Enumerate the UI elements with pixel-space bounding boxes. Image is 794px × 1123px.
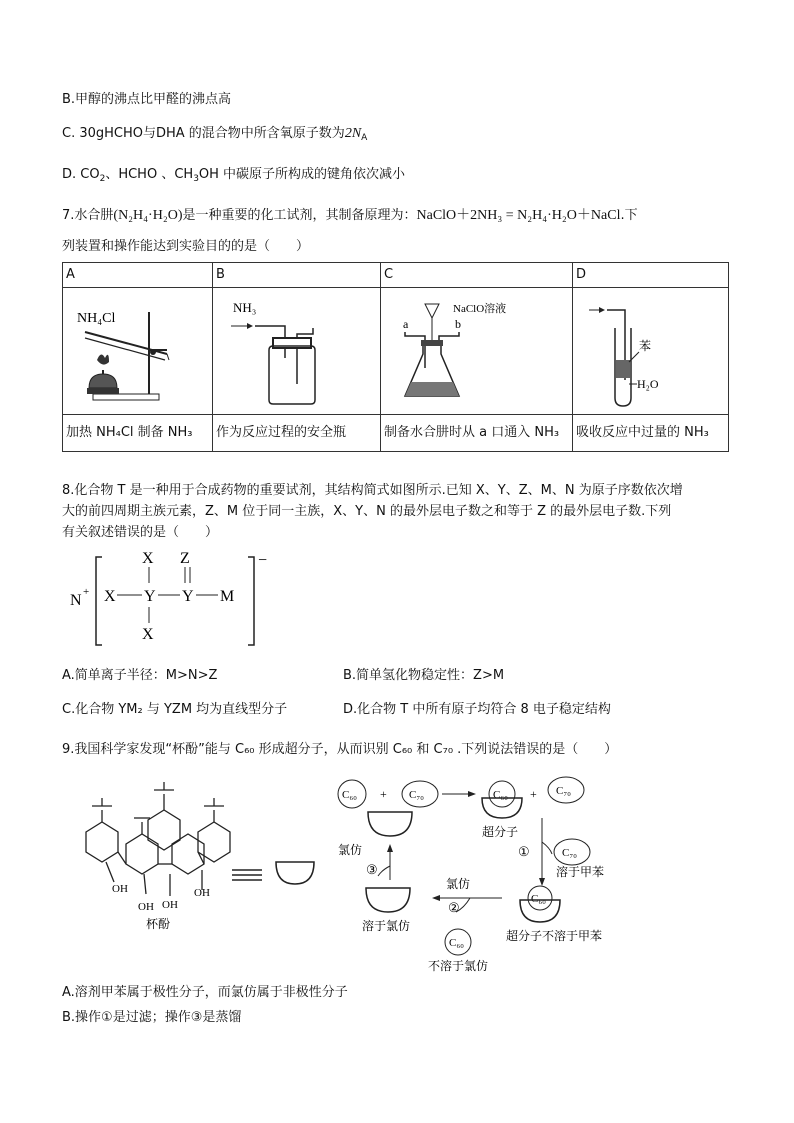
calixarene-oh-3: OH <box>162 899 178 911</box>
structure-plus: + <box>83 586 90 598</box>
structure-minus: − <box>258 552 268 569</box>
q7-formula: (N₂H₄·H₂O) <box>113 208 183 223</box>
caption-d: 吸收反应中过量的 NH₃ <box>573 415 729 452</box>
structure-x-top: X <box>142 550 154 567</box>
apparatus-a-label: NH₄Cl <box>77 311 116 326</box>
q6-option-d-sub2: 3 <box>193 174 199 184</box>
q7-apparatus-table <box>62 262 729 452</box>
dissolve-chloroform-label: 溶于氯仿 <box>362 919 411 933</box>
equivalence-sign <box>232 870 262 880</box>
c70-super: C₇₀ <box>556 785 572 797</box>
q6-option-b: B.甲醇的沸点比甲醛的沸点高 <box>62 92 232 107</box>
q7-stem-line2: 列装置和操作能达到实验目的的是（ ） <box>62 239 310 254</box>
c60-bottom-right: C₆₀ <box>531 893 547 905</box>
plus-2: + <box>530 787 537 801</box>
q9-stem-line1: 9.我国科学家发现“杯酚”能与 C₆₀ 形成超分子，从而识别 C₆₀ 和 C₇₀ .下列说法错误的是（ ） <box>62 742 618 757</box>
structure-x-left: X <box>104 588 116 605</box>
q7-header-d: D <box>573 263 729 288</box>
c70-dissolved: C₇₀ <box>562 847 578 859</box>
dissolve-toluene-label: 溶于甲苯 <box>556 865 605 879</box>
apparatus-a <box>63 288 213 415</box>
q6-option-d <box>62 166 405 184</box>
calixarene-oh-2: OH <box>138 901 154 913</box>
step-3-label: ③ <box>366 862 378 877</box>
apparatus-d <box>573 288 729 415</box>
supramolecule-label: 超分子 <box>482 825 519 839</box>
q8-option-a: A.简单离子半径：M>N>Z <box>62 668 218 683</box>
q6-option-c-sub: A <box>361 133 368 143</box>
q7-number: 7.水合肼 <box>62 208 114 223</box>
apparatus-d-benzene-label: 苯 <box>639 339 652 353</box>
apparatus-c-port-b: b <box>455 317 461 331</box>
c60-super: C₆₀ <box>493 789 509 801</box>
c60-top: C₆₀ <box>342 789 358 801</box>
q7-equation: NaClO＋2NH₃ = N₂H₄·H₂O＋NaCl <box>416 208 621 223</box>
q8-option-d: D.化合物 T 中所有原子均符合 8 电子稳定结构 <box>343 702 611 717</box>
apparatus-b-label: NH₃ <box>233 300 257 315</box>
apparatus-c <box>381 288 573 415</box>
structure-z: Z <box>180 550 190 567</box>
bowl-top-left <box>368 812 412 836</box>
q7-header-a: A <box>63 263 213 288</box>
q7-header-c: C <box>381 263 573 288</box>
super-insoluble-label: 超分子不溶于甲苯 <box>506 929 603 943</box>
apparatus-d-drawing <box>573 288 726 410</box>
bowl-icon <box>276 862 314 884</box>
apparatus-a-drawing <box>63 288 211 410</box>
structure-n: N <box>70 592 82 609</box>
q7-text-end: .下 <box>620 208 638 223</box>
caption-a: 加热 NH₄Cl 制备 NH₃ <box>63 415 213 452</box>
step-2-label: ② <box>448 900 460 915</box>
apparatus-b-drawing <box>213 288 374 410</box>
q7-stem-line1 <box>62 207 638 225</box>
calixarene-oh-1: OH <box>112 883 128 895</box>
q9-diagram <box>62 770 682 980</box>
chloroform-label-1: 氯仿 <box>338 843 363 857</box>
apparatus-b <box>213 288 381 415</box>
calixarene-structure <box>86 782 230 896</box>
caption-c: 制备水合肼时从 a 口通入 NH₃ <box>381 415 573 452</box>
q6-option-d-sub1: 2 <box>99 174 106 184</box>
structure-y-right: Y <box>182 588 194 605</box>
q8-option-b: B.简单氢化物稳定性：Z>M <box>343 668 505 683</box>
apparatus-d-water-label: H₂O <box>637 377 659 391</box>
apparatus-c-port-a: a <box>403 317 409 331</box>
structure-x-bottom: X <box>142 626 154 643</box>
q7-text: 是一种重要的化工试剂，其制备原理为： <box>182 208 417 223</box>
calixarene-label: 杯酚 <box>146 917 171 931</box>
c60-precipitate: C₆₀ <box>449 937 465 949</box>
apparatus-c-reagent-label: NaClO溶液 <box>453 303 507 315</box>
calixarene-oh-4: OH <box>194 887 210 899</box>
q7-header-b: B <box>213 263 381 288</box>
c70-top: C₇₀ <box>409 789 425 801</box>
q6-option-c <box>62 125 367 143</box>
step-1-label: ① <box>518 844 530 859</box>
insoluble-chloroform-label: 不溶于氯仿 <box>428 959 489 973</box>
q6-option-d-text1: D. CO <box>62 167 100 182</box>
caption-b: 作为反应过程的安全瓶 <box>213 415 381 452</box>
q8-structure <box>62 545 302 655</box>
q6-option-d-text3: OH 中碳原子所构成的键角依次减小 <box>198 167 406 182</box>
q9-option-b: B.操作①是过滤；操作③是蒸馏 <box>62 1010 242 1025</box>
q6-option-c-text: C. 30gHCHO与DHA 的混合物中所含氧原子数为 <box>62 126 345 141</box>
structure-m: M <box>220 588 235 605</box>
q8-stem-line2: 大的前四周期主族元素，Z、M 位于同一主族，X、Y、N 的最外层电子数之和等于 Z 的最外层电子数.下列 <box>62 504 672 519</box>
plus-1: + <box>380 787 387 801</box>
chloroform-label-2: 氯仿 <box>446 877 471 891</box>
q8-stem-line3: 有关叙述错误的是（ ） <box>62 525 219 540</box>
structure-y-left: Y <box>144 588 156 605</box>
q8-stem-line1: 8.化合物 T 是一种用于合成药物的重要试剂，其结构简式如图所示.已知 X、Y、Z、M、N 为原子序数依次增 <box>62 483 683 498</box>
bowl-bottom-left <box>366 888 410 912</box>
q8-option-c: C.化合物 YM₂ 与 YZM 均为直线型分子 <box>62 702 288 717</box>
q6-option-d-text2: 、HCHO 、CH <box>105 167 194 182</box>
q9-option-a: A.溶剂甲苯属于极性分子，而氯仿属于非极性分子 <box>62 985 348 1000</box>
apparatus-c-drawing <box>381 288 570 410</box>
q6-option-c-value: 2N <box>344 126 362 141</box>
